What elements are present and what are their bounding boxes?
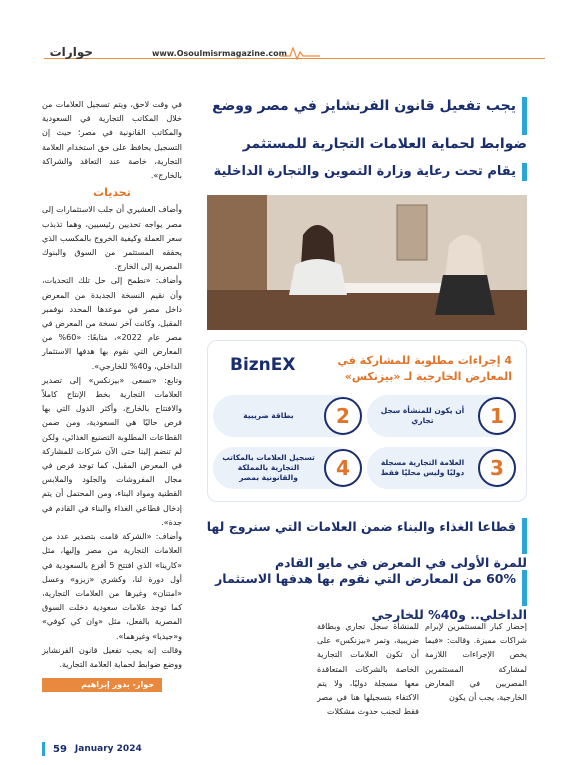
sub-headline — [197, 163, 527, 181]
headline-bar — [522, 97, 527, 135]
biznex-logo: BiznEX — [230, 355, 296, 375]
food-headline-text: قطاعا الغذاء والبناء ضمن العلامات التي سنروج لها للمرة الأولى في المعرض في مايو القادم — [206, 519, 527, 570]
paragraph: في وقت لاحق، ويتم تسجيل العلامات من خلال المكاتب التجارية في السعودية والمكاتب القانونية في مصر؛ حيث إن التسجيل يحافظ على حق استخدام العلامة التجارية، خاصة عند التعاقد والشراكة بالخارج». — [42, 100, 182, 181]
subheading: تحديات — [93, 186, 131, 200]
step-number: 3 — [478, 449, 516, 487]
food-headline — [197, 518, 527, 572]
headline-bar — [522, 163, 527, 181]
bottom-columns — [207, 620, 527, 720]
byline: حوار- بدور إبراهيم — [42, 678, 162, 692]
page-number: 59 — [53, 743, 67, 755]
site-url[interactable]: www.Osoulmisrmagazine.com — [152, 49, 287, 58]
step-item — [367, 395, 512, 437]
target-headline — [197, 570, 527, 624]
step-item — [213, 395, 358, 437]
panel-title: 4 إجراءات مطلوبة للمشاركة في المعارض الخارجية لـ «بيزنكس» — [337, 354, 512, 383]
sub-headline-text: يقام تحت رعاية وزارة التموين والتجارة الداخلية — [213, 164, 516, 179]
page-header — [0, 0, 567, 70]
page-footer — [42, 742, 142, 756]
bottom-column-right: إحضار كبار المستثمرين لإبرام شراكات مميزة. وقالت: «فيما يخص الإجراءات اللازمة لمشاركة المستثمرين المصريين في المعارض الخارجية، يجب أن يكون — [425, 622, 527, 703]
step-text: العلامة التجارية مسجلة دوليًا وليس محليًا فقط — [380, 458, 465, 477]
step-text: تسجيل العلامات بالمكاتب التجارية بالمملكة والقانونية بمصر — [222, 453, 315, 482]
step-number: 1 — [478, 397, 516, 435]
paragraph: وأضاف: «نطمح إلى حل تلك التحديات، وأن نقيم النسخة الجديدة من المعرض داخل مصر في موعدها المحدد نوفمبر المقبل، وكانت آخر نسخة من المعرض في مصر عام 2022»، متابعًا: «60% من المعارض التي نقوم بها هدفها الاستثمار الداخلي، و40% للخارجي». — [42, 276, 183, 371]
step-item — [367, 447, 512, 489]
headline-bar — [522, 570, 527, 606]
photo-illustration — [207, 195, 527, 330]
headline-bar — [522, 518, 527, 554]
left-column — [42, 98, 182, 672]
paragraph: وتابع: «تسعى «بيزنكس» إلى تصدير العلامات التجارية بخط الإنتاج كاملاً والافتتاح بالخارج، وأكثر الدول التي بها فرص حاليًا هي السعودية، ومن ضمن القطاعات المطلوبة التصنيع الغذائي، ولكن لم تنضم إلينا حتى الآن شركات للمشاركة في المعرض المقبل، كما توجد فرص في مجال المفروشات والجلود والملابس القطنية ومواد البناء، ومن المحتمل أن يتم إدخال قطاعي الغذاء والبناء في القادم في جدة». — [42, 375, 182, 527]
main-headline — [197, 97, 527, 154]
paragraph: وأضاف العشيري أن جلب الاستثمارات إلى مصر يواجه تحديين رئيسيين، وهما تذبذب سعر العملة وكيفية الخروج بالمكسب الذي يحققه المستثمر من السوق والبنوك المصرية إلى الخارج. — [42, 205, 182, 272]
main-headline-text: يجب تفعيل قانون الفرنشايز في مصر ووضع ضوابط لحماية العلامات التجارية للمستثمر — [212, 98, 527, 152]
step-text: بطاقة ضريبية — [243, 411, 294, 420]
section-label: حوارات — [49, 45, 93, 59]
step-number: 4 — [324, 449, 362, 487]
step-text: أن يكون للمنشأة سجل تجاري — [380, 406, 465, 425]
pulse-icon — [280, 46, 320, 60]
bottom-column-middle: للمنشأة سجل تجاري وبطاقة ضريبية، وتمر «بيزنكس» على أن تكون العلامات التجارية الخاصة بالشركات المتعاقدة معها مسجلة دوليًا، ولا يتم الاكتفاء بتسجيلها هنا في مصر فقط لتجنب حدوث مشكلات — [317, 622, 419, 717]
step-item — [213, 447, 358, 489]
requirements-panel — [207, 340, 527, 502]
paragraph: وقالت إنه يجب تفعيل قانون الفرنشايز ووضع ضوابط لحماية العلامة التجارية. — [42, 645, 182, 669]
target-headline-text: 60% من المعارض التي نقوم بها هدفها الاستثمار الداخلي.. و40% للخارجي — [215, 571, 527, 622]
interview-photo — [207, 195, 527, 330]
issue-date: January 2024 — [74, 744, 142, 754]
footer-bar — [42, 742, 45, 756]
paragraph: وأضاف: «الشركة قامت بتصدير عدد من العلامات التجارية من مصر وإليها، مثل «كارينا» الذي افتتح 5 أفرع بالسعودية في أول دورة لنا، وكشري «زيزو» وعسل «امتنان» وغيرها من العلامات التجارية، كما توجد علامات سعودية دخلت السوق المصرية بالفعل، مثل «وان كي كوفي» و«جيديا» وغيرهما». — [42, 532, 182, 641]
step-number: 2 — [324, 397, 362, 435]
